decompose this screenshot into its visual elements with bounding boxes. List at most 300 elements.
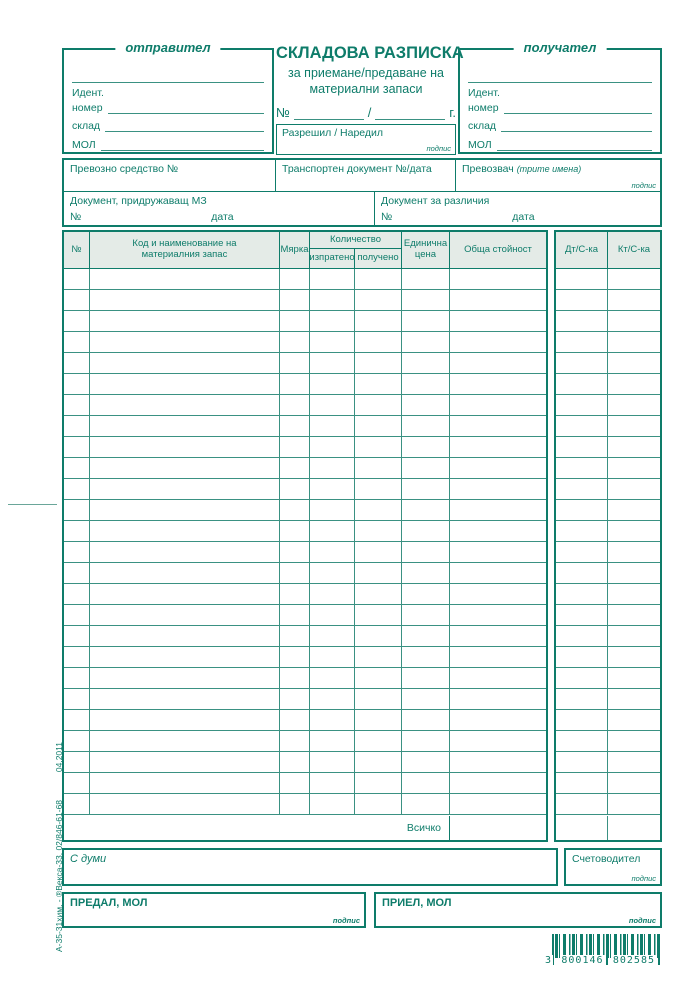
table-cell [310, 290, 355, 310]
table-cell [90, 332, 280, 352]
items-table-header [64, 232, 546, 269]
table-cell [402, 395, 450, 415]
table-cell [280, 542, 310, 562]
table-cell [90, 773, 280, 793]
accounts-table-row [556, 458, 660, 479]
table-cell [64, 668, 90, 688]
form-number-row [276, 105, 456, 120]
receiver-warehouse-label: склад [468, 120, 497, 132]
col-header-total-value: Обща стойност [464, 243, 532, 255]
table-cell [450, 668, 546, 688]
table-cell [402, 731, 450, 751]
documents-row [62, 192, 662, 227]
table-cell [450, 479, 546, 499]
table-cell [450, 710, 546, 730]
received-by-label: ПРИЕЛ, МОЛ [382, 897, 452, 909]
col-header-code-name [90, 232, 280, 268]
table-cell [280, 647, 310, 667]
accounts-table-cell [608, 437, 660, 457]
accompanying-document-label: Документ, придружаващ МЗ [70, 195, 207, 207]
accounts-total-credit-cell [608, 816, 660, 840]
table-cell [355, 437, 402, 457]
accounts-table-row [556, 500, 660, 521]
form-header-center [276, 44, 464, 155]
transport-row [62, 158, 662, 192]
table-cell [90, 521, 280, 541]
accounts-table-cell [608, 374, 660, 394]
table-cell [64, 626, 90, 646]
table-cell [64, 605, 90, 625]
accounts-table-cell [608, 416, 660, 436]
barcode-guard-right [658, 934, 660, 965]
accounts-table-cell [556, 752, 608, 772]
table-cell [90, 311, 280, 331]
table-cell [90, 542, 280, 562]
table-cell [355, 689, 402, 709]
table-cell [310, 563, 355, 583]
table-cell [280, 521, 310, 541]
table-row [64, 374, 546, 395]
barcode-digit-lead: 3 [545, 955, 553, 966]
accounts-table-row [556, 332, 660, 353]
accounts-table-cell [556, 521, 608, 541]
receiver-ident-number-line [504, 102, 652, 114]
accounts-table-cell [556, 731, 608, 751]
table-cell [64, 353, 90, 373]
table-cell [402, 647, 450, 667]
table-cell [310, 731, 355, 751]
accounts-table-row [556, 269, 660, 290]
table-cell [280, 731, 310, 751]
receiver-ident-number-label: номер [468, 102, 499, 114]
table-cell [355, 521, 402, 541]
accounts-table-cell [608, 647, 660, 667]
table-cell [90, 584, 280, 604]
form-number-line [294, 108, 364, 120]
accounts-table-row [556, 290, 660, 311]
table-cell [90, 710, 280, 730]
form-year-line [375, 108, 445, 120]
accounts-total-debit-cell [556, 816, 608, 840]
col-header-number: № [64, 232, 90, 268]
table-cell [402, 542, 450, 562]
accountant-box [564, 848, 662, 886]
accounts-table-cell [608, 521, 660, 541]
accounts-table-cell [608, 479, 660, 499]
accounts-table-row [556, 374, 660, 395]
col-header-credit: Кт/С-ка [617, 243, 651, 255]
table-cell [310, 437, 355, 457]
table-cell [310, 521, 355, 541]
table-cell [64, 311, 90, 331]
col-code-line1: Код и наименование на [132, 238, 237, 250]
table-cell [450, 626, 546, 646]
table-cell [402, 689, 450, 709]
accounts-table-cell [556, 332, 608, 352]
table-cell [280, 437, 310, 457]
table-cell [402, 752, 450, 772]
sender-ident-number-label: номер [72, 102, 103, 114]
accounts-total-row [556, 816, 660, 840]
receiver-warehouse-field [468, 118, 652, 132]
table-cell [64, 752, 90, 772]
items-table [62, 230, 548, 842]
table-cell [90, 647, 280, 667]
table-cell [90, 689, 280, 709]
table-cell [64, 689, 90, 709]
fold-mark [8, 504, 57, 505]
accompanying-date-label: дата [211, 211, 234, 223]
table-cell [355, 416, 402, 436]
table-cell [355, 374, 402, 394]
table-row [64, 458, 546, 479]
table-row [64, 794, 546, 815]
table-cell [450, 731, 546, 751]
col-price-line2: цена [414, 249, 437, 260]
received-by-signature-note: подпис [628, 916, 656, 925]
table-cell [450, 332, 546, 352]
accounts-table-row [556, 752, 660, 773]
table-cell [450, 458, 546, 478]
accounts-table-cell [556, 647, 608, 667]
accompanying-document-fields [70, 211, 368, 223]
table-cell [280, 311, 310, 331]
table-cell [355, 269, 402, 289]
accounts-table-cell [608, 710, 660, 730]
table-cell [64, 794, 90, 814]
accounts-table-cell [556, 500, 608, 520]
table-cell [90, 269, 280, 289]
table-cell [90, 458, 280, 478]
accounts-table-row [556, 563, 660, 584]
table-cell [355, 563, 402, 583]
table-row [64, 290, 546, 311]
table-cell [64, 458, 90, 478]
main-table-body [64, 269, 546, 816]
table-cell [310, 353, 355, 373]
table-cell [64, 563, 90, 583]
table-cell [450, 437, 546, 457]
table-row [64, 626, 546, 647]
table-cell [450, 395, 546, 415]
handed-over-signature-note: подпис [332, 916, 360, 925]
carrier-signature-note: подпис [631, 181, 656, 190]
table-cell [90, 626, 280, 646]
sender-warehouse-field [72, 118, 264, 132]
table-cell [280, 563, 310, 583]
table-cell [355, 395, 402, 415]
table-cell [64, 332, 90, 352]
table-cell [64, 542, 90, 562]
table-cell [355, 605, 402, 625]
table-cell [450, 647, 546, 667]
sender-mol-line [101, 139, 264, 151]
vehicle-cell [64, 160, 276, 191]
table-row [64, 563, 546, 584]
table-cell [310, 794, 355, 814]
table-cell [355, 731, 402, 751]
accounts-table-cell [608, 542, 660, 562]
vehicle-label: Превозно средство № [70, 163, 179, 175]
table-cell [90, 563, 280, 583]
table-cell [355, 710, 402, 730]
table-cell [64, 647, 90, 667]
accounts-table [554, 230, 662, 842]
table-cell [90, 353, 280, 373]
accounts-table-cell [556, 374, 608, 394]
col-code-line2: материалния запас [141, 249, 228, 260]
table-cell [64, 500, 90, 520]
table-row [64, 500, 546, 521]
col-header-quantity [310, 232, 402, 268]
accountant-label: Счетоводител [572, 853, 641, 865]
form-subtitle-line2: материални запаси [309, 82, 423, 97]
accounts-table-cell [608, 668, 660, 688]
table-cell [355, 794, 402, 814]
differences-document-cell [375, 192, 660, 225]
table-row [64, 647, 546, 668]
table-cell [450, 584, 546, 604]
table-cell [280, 416, 310, 436]
accounts-table-cell [556, 416, 608, 436]
table-row [64, 668, 546, 689]
table-cell [280, 290, 310, 310]
table-cell [355, 500, 402, 520]
accounts-table-row [556, 668, 660, 689]
table-cell [450, 773, 546, 793]
sender-warehouse-line [105, 120, 264, 132]
accountant-signature-note: подпис [631, 874, 656, 883]
table-cell [402, 374, 450, 394]
table-cell [64, 521, 90, 541]
accounts-table-cell [556, 689, 608, 709]
accounts-table-row [556, 353, 660, 374]
table-row [64, 416, 546, 437]
table-cell [90, 794, 280, 814]
table-cell [280, 374, 310, 394]
sender-legend: отправител [115, 40, 220, 55]
accompanying-number-label: № [70, 211, 82, 223]
table-cell [355, 479, 402, 499]
receiver-box [458, 40, 662, 154]
table-cell [402, 290, 450, 310]
barcode [544, 934, 662, 972]
table-cell [450, 752, 546, 772]
table-cell [450, 374, 546, 394]
table-cell [90, 479, 280, 499]
handed-over-label: ПРЕДАЛ, МОЛ [70, 897, 148, 909]
total-row [64, 816, 546, 840]
table-row [64, 395, 546, 416]
accounts-table-cell [556, 626, 608, 646]
table-cell [64, 269, 90, 289]
table-cell [355, 458, 402, 478]
accounts-table-row [556, 311, 660, 332]
sender-box [62, 40, 274, 154]
table-cell [450, 689, 546, 709]
accounts-table-cell [608, 332, 660, 352]
accounts-table-header [556, 232, 660, 269]
table-cell [280, 458, 310, 478]
form-title: СКЛАДОВА РАЗПИСКА [276, 44, 464, 62]
table-cell [280, 626, 310, 646]
table-cell [64, 437, 90, 457]
table-cell [280, 500, 310, 520]
table-cell [402, 773, 450, 793]
accounts-table-cell [608, 458, 660, 478]
table-cell [310, 647, 355, 667]
accounts-table-row [556, 731, 660, 752]
table-cell [355, 752, 402, 772]
accounts-table-cell [556, 605, 608, 625]
table-cell [355, 353, 402, 373]
table-cell [310, 374, 355, 394]
accounts-table-row [556, 395, 660, 416]
accounts-table-cell [608, 269, 660, 289]
table-cell [450, 521, 546, 541]
accounts-table-cell [608, 395, 660, 415]
accounts-table-row [556, 773, 660, 794]
total-value-cell [450, 816, 546, 840]
table-cell [280, 773, 310, 793]
accounts-table-row [556, 479, 660, 500]
table-cell [280, 269, 310, 289]
table-cell [450, 353, 546, 373]
carrier-note: (трите имена) [516, 164, 582, 174]
col-header-unit: Мярка [280, 232, 310, 268]
table-cell [450, 290, 546, 310]
col-price-line1: Единична [403, 238, 448, 250]
table-cell [90, 395, 280, 415]
receiver-mol-field [468, 137, 652, 151]
accounts-table-cell [556, 269, 608, 289]
table-cell [310, 458, 355, 478]
table-cell [280, 332, 310, 352]
table-row [64, 689, 546, 710]
table-row [64, 437, 546, 458]
authorized-signature-note: подпис [426, 143, 451, 153]
in-words-box [62, 848, 558, 886]
table-row [64, 710, 546, 731]
table-cell [355, 647, 402, 667]
table-cell [280, 752, 310, 772]
receiver-ident-number-field [468, 100, 652, 114]
table-cell [402, 311, 450, 331]
sender-name-line [72, 82, 264, 83]
table-cell [310, 542, 355, 562]
accounts-table-row [556, 437, 660, 458]
table-cell [402, 269, 450, 289]
receiver-mol-label: МОЛ [468, 139, 492, 151]
table-cell [90, 731, 280, 751]
table-cell [90, 500, 280, 520]
accounts-table-cell [608, 500, 660, 520]
accounts-table-cell [556, 458, 608, 478]
table-cell [64, 416, 90, 436]
table-cell [310, 395, 355, 415]
accounts-table-cell [608, 311, 660, 331]
table-cell [310, 668, 355, 688]
table-cell [402, 563, 450, 583]
sender-ident-number-field [72, 100, 264, 114]
table-cell [64, 710, 90, 730]
accounts-table-cell [608, 563, 660, 583]
accounts-table-cell [556, 353, 608, 373]
receiver-warehouse-line [501, 120, 652, 132]
col-quantity-label: Количество [310, 232, 401, 249]
table-cell [402, 605, 450, 625]
table-cell [402, 332, 450, 352]
total-label: Всичко [406, 822, 441, 834]
form-number-separator: / [367, 104, 372, 120]
table-cell [280, 668, 310, 688]
transport-document-cell [276, 160, 456, 191]
authorized-box [276, 124, 456, 155]
table-cell [280, 584, 310, 604]
accounts-table-cell [556, 311, 608, 331]
accounts-table-cell [556, 290, 608, 310]
table-cell [64, 395, 90, 415]
receiver-legend: получател [514, 40, 607, 55]
table-cell [64, 773, 90, 793]
table-row [64, 584, 546, 605]
table-cell [355, 542, 402, 562]
accounts-table-cell [608, 584, 660, 604]
table-cell [310, 500, 355, 520]
table-cell [280, 689, 310, 709]
total-label-cell [64, 816, 450, 840]
differences-number-label: № [381, 211, 393, 223]
table-cell [90, 416, 280, 436]
differences-date-label: дата [512, 211, 535, 223]
accounts-table-row [556, 647, 660, 668]
accounts-table-cell [556, 437, 608, 457]
table-cell [450, 500, 546, 520]
imprint-date: 04.2011 [54, 742, 64, 773]
table-row [64, 542, 546, 563]
table-cell [310, 773, 355, 793]
table-cell [64, 731, 90, 751]
col-header-debit: Дт/С-ка [556, 232, 608, 268]
table-cell [355, 290, 402, 310]
table-cell [355, 668, 402, 688]
table-cell [280, 710, 310, 730]
accounts-table-cell [608, 752, 660, 772]
table-cell [310, 479, 355, 499]
table-cell [402, 584, 450, 604]
table-cell [90, 605, 280, 625]
accounts-table-cell [556, 563, 608, 583]
accounts-table-cell [556, 479, 608, 499]
table-cell [280, 605, 310, 625]
table-cell [310, 269, 355, 289]
table-cell [402, 458, 450, 478]
table-cell [310, 752, 355, 772]
received-by-box [374, 892, 662, 928]
sender-mol-field [72, 137, 264, 151]
form-subtitle [276, 65, 456, 98]
accounts-table-cell [556, 773, 608, 793]
table-cell [280, 794, 310, 814]
accounts-table-cell [608, 290, 660, 310]
col-header-received: получено [357, 252, 399, 264]
accounts-table-row [556, 794, 660, 815]
accounts-table-cell [556, 794, 608, 814]
receiver-mol-line [497, 139, 652, 151]
table-cell [450, 794, 546, 814]
table-cell [310, 626, 355, 646]
receiver-name-line [468, 82, 652, 83]
